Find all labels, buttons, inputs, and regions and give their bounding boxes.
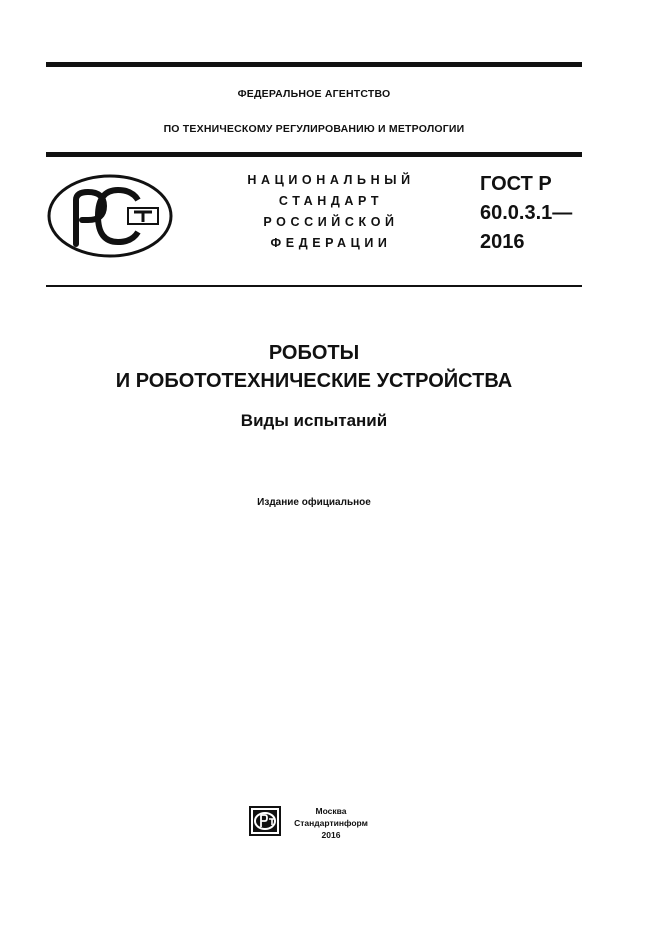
document-subtitle: Виды испытаний (240, 411, 388, 430)
national-line: НАЦИОНАЛЬНЫЙ (247, 173, 415, 187)
header-rule (46, 152, 582, 157)
document-title-line1: РОБОТЫ (268, 342, 360, 364)
publisher-info (286, 805, 376, 841)
national-standard-label (236, 170, 426, 254)
gost-year: 2016 (480, 231, 525, 253)
publisher-year: 2016 (321, 830, 341, 840)
publisher-name: Стандартинформ (294, 818, 368, 828)
gost-number: 60.0.3.1— (480, 202, 573, 224)
publisher-city: Москва (315, 806, 347, 816)
national-line: ФЕДЕРАЦИИ (270, 236, 392, 250)
gost-r-mark-icon (46, 172, 174, 260)
top-rule (46, 62, 582, 67)
gost-designation (480, 170, 572, 257)
document-title-line2: И РОБОТОТЕХНИЧЕСКИЕ УСТРОЙСТВА (115, 370, 513, 392)
gost-prefix: ГОСТ Р (480, 173, 552, 195)
edition-note: Издание официальное (257, 497, 371, 508)
agency-name-line2: ПО ТЕХНИЧЕСКОМУ РЕГУЛИРОВАНИЮ И МЕТРОЛОГИИ (163, 123, 465, 135)
agency-name-line1: ФЕДЕРАЛЬНОЕ АГЕНТСТВО (237, 88, 391, 100)
title-rule (46, 285, 582, 287)
standartinform-logo-icon (249, 806, 281, 836)
national-line: РОССИЙСКОЙ (263, 215, 399, 229)
national-line: СТАНДАРТ (278, 194, 384, 208)
